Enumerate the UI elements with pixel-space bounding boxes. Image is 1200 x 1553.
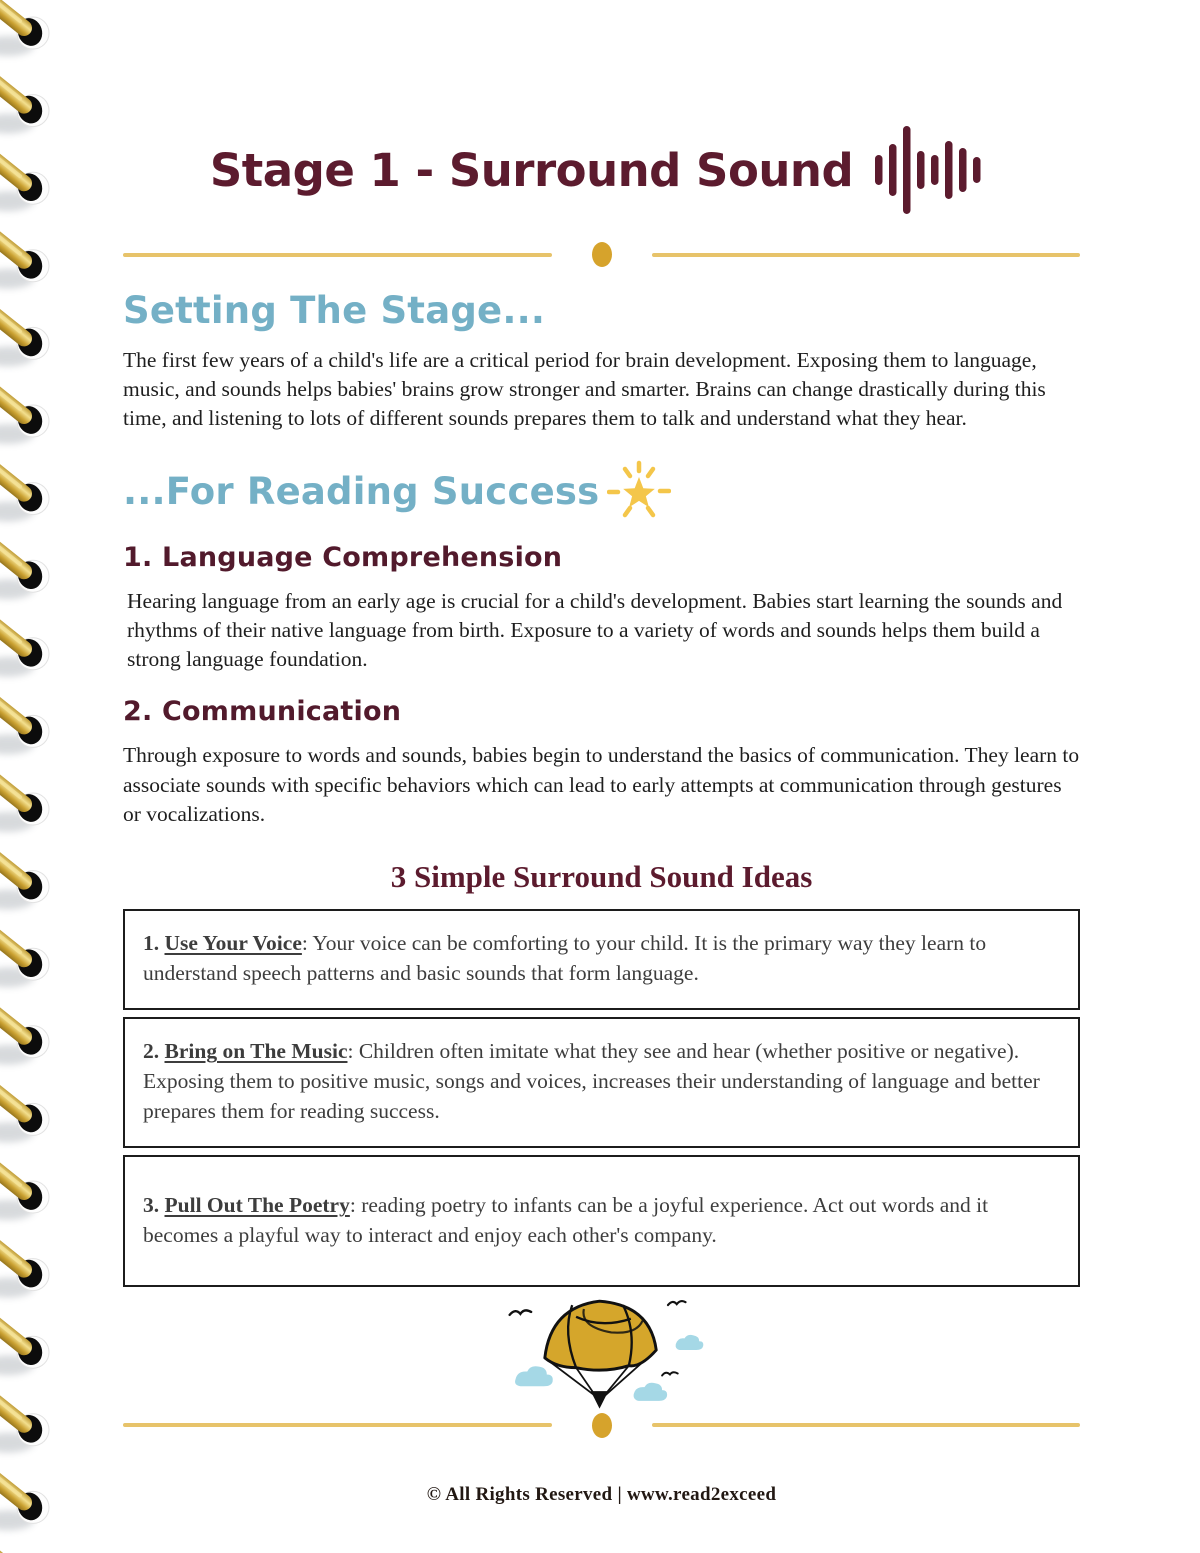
idea-2-number: 2. [143, 1039, 160, 1064]
divider-line [123, 1423, 552, 1427]
setting-the-stage-heading: Setting The Stage... [123, 289, 546, 332]
idea-2-label: Bring on The Music [164, 1039, 348, 1064]
point-1-paragraph: Hearing language from an early age is crucial for a child's development. Babies start learning the sounds and rhythms of their native language from birth. Exposure to a variety of words and sounds helps them build a strong language foundation. [127, 588, 1063, 672]
point-1-heading: 1. Language Comprehension [123, 541, 563, 573]
page-content [123, 0, 1080, 1506]
reading-success-row [123, 460, 1080, 524]
setting-the-stage-paragraph: The first few years of a child's life are a critical period for brain development. Exposing them to language, music, and sounds helps babies' brains grow stronger and smarter. Brains can change drastically during this time, and listening to lots of different sounds prepares them to talk and understand what they hear. [123, 348, 1046, 431]
footer-copyright: © All Rights Reserved | www.read2exceed [426, 1483, 777, 1505]
bottom-divider [123, 1413, 1080, 1438]
idea-box-3 [123, 1155, 1080, 1286]
divider-line [652, 253, 1081, 257]
divider-dot [592, 242, 612, 267]
reading-success-heading: ...For Reading Success [123, 470, 600, 514]
parachute-wrap [123, 1293, 1080, 1411]
idea-1-text: : Your voice can be comforting to your child. It is the primary way they learn to understand speech patterns and basic sounds that form language. [143, 931, 987, 985]
sound-wave-icon [871, 124, 993, 216]
divider-line [123, 253, 552, 257]
parachute-illustration [494, 1293, 709, 1411]
idea-box-2 [123, 1017, 1080, 1148]
idea-1-number: 1. [143, 931, 160, 956]
divider-dot [592, 1413, 612, 1438]
idea-box-1 [123, 909, 1080, 1010]
idea-1-label: Use Your Voice [164, 931, 302, 956]
point-2-heading: 2. Communication [123, 696, 402, 728]
idea-3-number: 3. [143, 1193, 160, 1218]
divider-line [652, 1423, 1081, 1427]
ideas-title: 3 Simple Surround Sound Ideas [390, 859, 813, 895]
spiral-binding [0, 0, 64, 1553]
page-title: Stage 1 - Surround Sound [209, 143, 854, 197]
idea-3-text: : reading poetry to infants can be a joyful experience. Act out words and it becomes a playful way to interact and enjoy each other's company. [143, 1193, 989, 1248]
idea-2-text: : Children often imitate what they see and hear (whether positive or negative). Exposing them to positive music, songs and voices, increases their understanding of language and better prepares them for reading success. [143, 1039, 1040, 1123]
title-row [123, 124, 1080, 216]
idea-3-label: Pull Out The Poetry [164, 1193, 350, 1218]
top-divider [123, 242, 1080, 267]
sun-star-icon [607, 460, 671, 524]
point-2-paragraph: Through exposure to words and sounds, babies begin to understand the basics of communication. They learn to associate sounds with specific behaviors which can lead to early attempts at communication through gestures or vocalizations. [123, 743, 1080, 826]
